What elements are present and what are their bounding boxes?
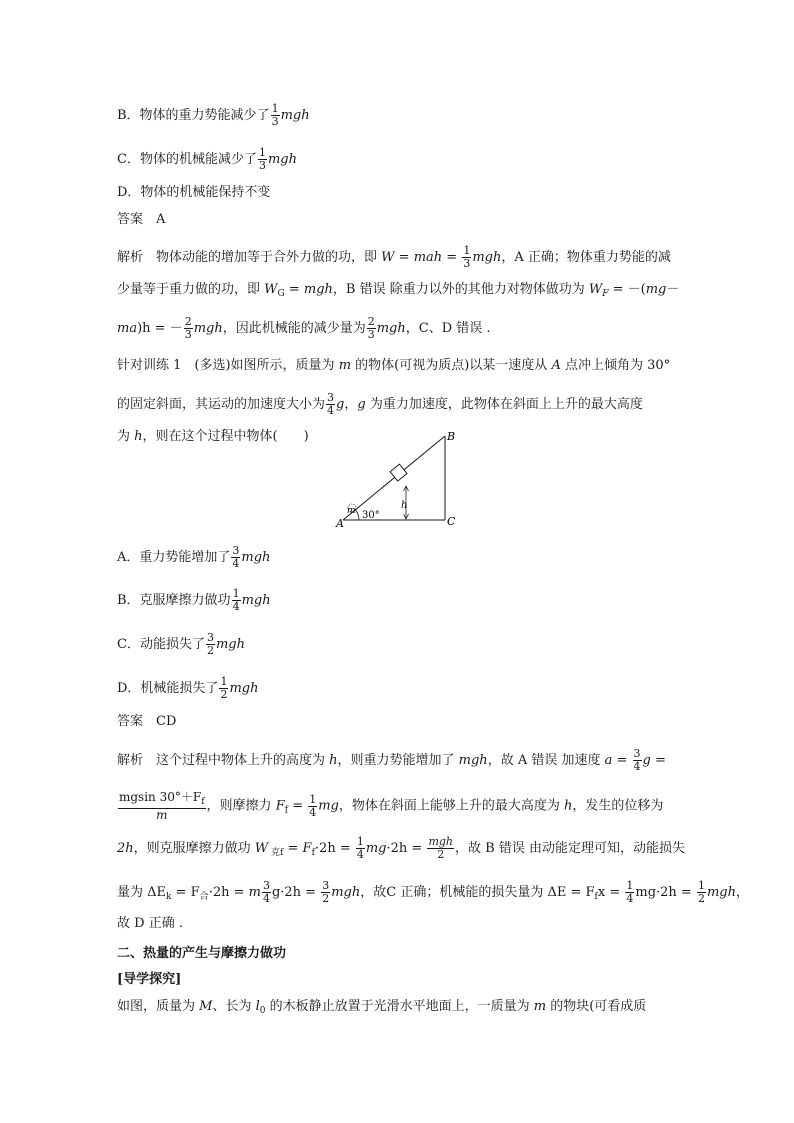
analysis-1-line-3: ma)h = － $\frac{2}{3}$ mgh，因此机械能的减少量为 $\frac{2}{3}$ mgh，C、D 错误 . — [117, 315, 491, 341]
analysis-2-line-4: 量为 $\Delta E_k = F_合\cdot 2h = m$ $\frac{3}{4}$ g·2h = $\frac{3}{2}$ mgh，故C 正确；机械能的损失量为 $\Delta E = F_fx$ = $\frac{1}{4}$ mg·2h = $\frac{1}{2}$ mgh， — [117, 879, 750, 905]
option-b2-line: B．克服摩擦力做功 $\frac{1}{4}$ mgh — [117, 587, 271, 613]
section-line-1: 如图，质量为 M、长为 $l_0$ 的木板静止放置于光滑水平地面上，一质量为 m 的物块(可看成质 — [117, 999, 647, 1016]
label-a: A — [336, 517, 344, 530]
fraction: $\frac{1}{3}$ — [271, 102, 279, 128]
fraction: $\frac{1}{3}$ — [258, 146, 266, 172]
analysis-1-line-2: 少量等于重力做的功，即 $W_G$ = mgh，B 错误 除重力以外的其他力对物体做功为 $W_F = -(mg-$ — [117, 282, 680, 299]
label-b: B — [447, 430, 456, 443]
option-a-line: A．重力势能增加了 $\frac{3}{4}$ mgh — [117, 544, 271, 570]
incline-diagram — [335, 428, 465, 533]
angle-arc — [355, 510, 359, 520]
label-h: h — [401, 500, 408, 511]
answer-1: 答案 A — [117, 212, 166, 227]
training-line-1: 针对训练 1 (多选)如图所示，质量为 m 的物体(可视为质点)以某一速度从 A 点冲上倾角为 30° — [117, 358, 671, 373]
label-angle: 30° — [362, 510, 380, 521]
option-b-line: B．物体的重力势能减少了 $\frac{1}{3}$ mgh — [117, 102, 310, 128]
option-c-line: C．物体的机械能减少了 $\frac{1}{3}$ mgh — [117, 146, 297, 172]
section-subtitle: [导学探究] — [117, 972, 182, 987]
answer-2: 答案 CD — [117, 714, 177, 729]
analysis-2-line-2: $\frac{mgsin 30^\circ+F_f}{m}$ ，则摩擦力 $F_f$ = $\frac{1}{4}$ mg，物体在斜面上能够上升的最大高度为 h，发生的位移为 — [119, 790, 664, 822]
section-title: 二、热量的产生与摩擦力做功 — [117, 946, 287, 961]
label-c: C — [447, 515, 456, 528]
acceleration-fraction: $\frac{mgsin 30^\circ+F_f}{m}$ — [119, 790, 205, 822]
option-d-line: D．物体的机械能保持不变 — [117, 185, 271, 200]
option-d2-line: D．机械能损失了 $\frac{1}{2}$ mgh — [117, 675, 259, 701]
analysis-2-line-5: 故 D 正确 . — [117, 916, 183, 931]
analysis-1-line-1: 解析 物体动能的增加等于合外力做的功，即 W = mah = $\frac{1}{3}$ mgh，A 正确；物体重力势能的减 — [117, 244, 671, 270]
label-m: m — [347, 506, 356, 516]
training-line-2: 的固定斜面，其运动的加速度大小为 $\frac{3}{4}$ g，g 为重力加速度，此物体在斜面上上升的最大高度 — [117, 391, 643, 417]
incline-line — [343, 436, 445, 520]
option-b-text: B．物体的重力势能减少了 — [117, 108, 270, 123]
option-c-text: C．物体的机械能减少了 — [117, 152, 257, 167]
analysis-2-line-1: 解析 这个过程中物体上升的高度为 h，则重力势能增加了 mgh，故 A 错误 加速度 a = $\frac{3}{4}$ g = — [117, 747, 666, 773]
analysis-2-line-3: 2h，则克服摩擦力做功 W $_{克f} = F_f\cdot 2h$ = $\frac{1}{4}$ mg·2h = $\frac{\text{mgh}}{2}$ ，故 B 错误 由动能定理可知，动能损失 — [117, 835, 685, 861]
option-c2-line: C．动能损失了 $\frac{3}{2}$ mgh — [117, 631, 245, 657]
training-line-3: 为 h，则在这个过程中物体( ) — [117, 429, 309, 444]
